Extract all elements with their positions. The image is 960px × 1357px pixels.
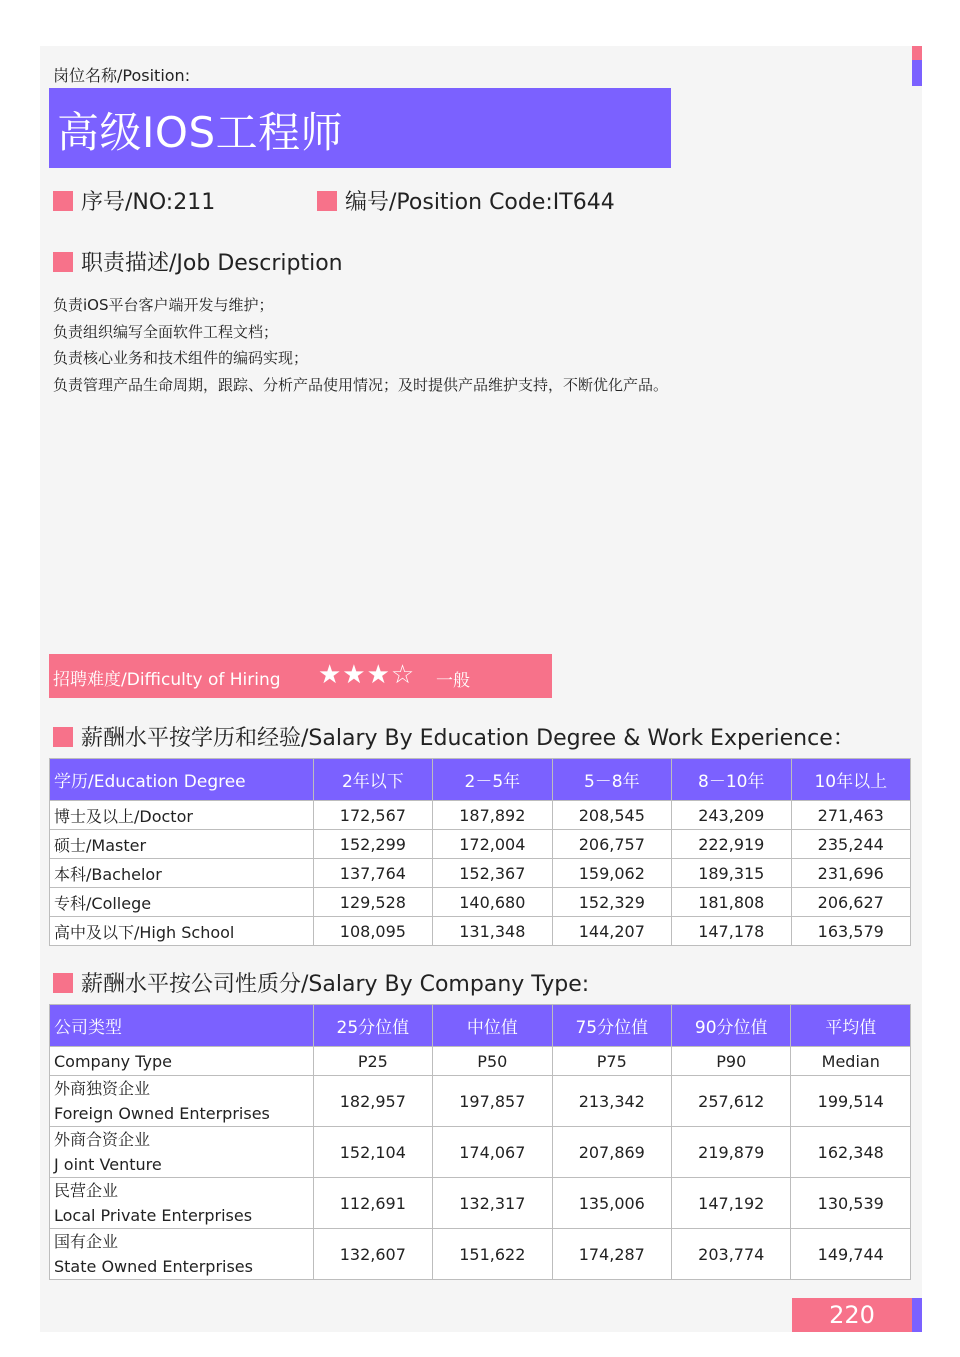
salary-education-heading xyxy=(53,721,855,752)
table-cell: 152,329 xyxy=(552,888,671,917)
job-description-heading xyxy=(53,246,343,277)
table-cell: 152,104 xyxy=(313,1127,432,1178)
table-cell: 207,869 xyxy=(552,1127,671,1178)
position-code-text: 编号/Position Code:IT644 xyxy=(345,190,615,215)
table-cell: 206,757 xyxy=(552,830,671,859)
position-code xyxy=(317,185,615,216)
table-cell: 231,696 xyxy=(791,859,910,888)
column-header: 5－8年 xyxy=(552,759,671,801)
company-type-en: Local Private Enterprises xyxy=(54,1206,253,1225)
table-header-row xyxy=(50,759,911,801)
company-type-cn: 国有企业 xyxy=(54,1232,119,1251)
salary-company-table xyxy=(49,1004,911,1280)
table-cell: 129,528 xyxy=(313,888,432,917)
company-type-en: Foreign Owned Enterprises xyxy=(54,1104,270,1123)
table-row xyxy=(50,1178,911,1229)
table-cell: 197,857 xyxy=(433,1076,552,1127)
corner-accent-purple xyxy=(912,60,922,86)
table-cell: 137,764 xyxy=(313,859,432,888)
column-header: 2－5年 xyxy=(433,759,552,801)
table-cell: 189,315 xyxy=(672,859,791,888)
column-header: 8－10年 xyxy=(672,759,791,801)
serial-number-text: 序号/NO:211 xyxy=(81,190,216,215)
corner-accent-pink xyxy=(912,46,922,60)
table-cell: 112,691 xyxy=(313,1178,432,1229)
company-type-cell xyxy=(50,1127,314,1178)
table-cell: 博士及以上/Doctor xyxy=(50,801,314,830)
table-cell: 132,607 xyxy=(313,1229,432,1280)
table-cell: 130,539 xyxy=(791,1178,911,1229)
table-cell: Company Type xyxy=(50,1047,314,1076)
column-header: 平均值 xyxy=(791,1005,911,1047)
table-row xyxy=(50,888,911,917)
company-type-cell xyxy=(50,1229,314,1280)
table-cell: 213,342 xyxy=(552,1076,671,1127)
table-cell: 152,299 xyxy=(313,830,432,859)
table-row xyxy=(50,1229,911,1280)
company-type-cn: 民营企业 xyxy=(54,1181,119,1200)
company-type-cn: 外商合资企业 xyxy=(54,1130,151,1149)
serial-number xyxy=(53,185,215,216)
table-cell: 144,207 xyxy=(552,917,671,946)
column-header: 10年以上 xyxy=(791,759,910,801)
table-cell: 硕士/Master xyxy=(50,830,314,859)
table-row xyxy=(50,1127,911,1178)
table-cell: 187,892 xyxy=(433,801,552,830)
job-description-list xyxy=(53,292,668,398)
table-cell: 174,067 xyxy=(433,1127,552,1178)
table-cell: P75 xyxy=(552,1047,671,1076)
difficulty-label: 招聘难度/Difficulty of Hiring xyxy=(53,670,281,690)
difficulty-stars-icon: ★★★☆ xyxy=(318,660,416,690)
table-cell: P90 xyxy=(672,1047,791,1076)
table-cell: 108,095 xyxy=(313,917,432,946)
table-row xyxy=(50,830,911,859)
bullet-square-icon xyxy=(53,191,73,211)
salary-company-heading-text: 薪酬水平按公司性质分/Salary By Company Type: xyxy=(81,972,590,997)
bullet-square-icon xyxy=(53,252,73,272)
table-cell: 高中及以下/High School xyxy=(50,917,314,946)
page-number: 220 xyxy=(829,1301,875,1329)
table-cell: 181,808 xyxy=(672,888,791,917)
table-cell: 162,348 xyxy=(791,1127,911,1178)
job-description-heading-text: 职责描述/Job Description xyxy=(81,251,343,276)
table-cell: 203,774 xyxy=(672,1229,791,1280)
table-cell: 151,622 xyxy=(433,1229,552,1280)
table-row xyxy=(50,859,911,888)
company-type-cell xyxy=(50,1076,314,1127)
table-row xyxy=(50,801,911,830)
job-description-item: 负责组织编写全面软件工程文档； xyxy=(53,322,279,341)
table-row xyxy=(50,1076,911,1127)
table-cell: 149,744 xyxy=(791,1229,911,1280)
table-cell: 172,567 xyxy=(313,801,432,830)
table-cell: 257,612 xyxy=(672,1076,791,1127)
table-cell: 131,348 xyxy=(433,917,552,946)
column-header: 25分位值 xyxy=(313,1005,432,1047)
table-cell: 163,579 xyxy=(791,917,910,946)
difficulty-level: 一般 xyxy=(436,671,470,691)
table-cell: 147,192 xyxy=(672,1178,791,1229)
table-cell: 208,545 xyxy=(552,801,671,830)
table-cell: 159,062 xyxy=(552,859,671,888)
column-header: 公司类型 xyxy=(50,1005,314,1047)
table-cell: 135,006 xyxy=(552,1178,671,1229)
table-cell: 专科/College xyxy=(50,888,314,917)
table-subheader-row xyxy=(50,1047,911,1076)
table-cell: 172,004 xyxy=(433,830,552,859)
column-header: 2年以下 xyxy=(313,759,432,801)
column-header: 90分位值 xyxy=(672,1005,791,1047)
table-cell: 本科/Bachelor xyxy=(50,859,314,888)
table-cell: 235,244 xyxy=(791,830,910,859)
page-title: 高级IOS工程师 xyxy=(57,108,344,157)
column-header: 学历/Education Degree xyxy=(50,759,314,801)
table-cell: 140,680 xyxy=(433,888,552,917)
table-cell: 222,919 xyxy=(672,830,791,859)
table-cell: 243,209 xyxy=(672,801,791,830)
job-description-item: 负责核心业务和技术组件的编码实现； xyxy=(53,349,309,367)
bullet-square-icon xyxy=(53,727,73,747)
table-cell: 147,178 xyxy=(672,917,791,946)
table-cell: 182,957 xyxy=(313,1076,432,1127)
table-header-row xyxy=(50,1005,911,1047)
company-type-cell xyxy=(50,1178,314,1229)
table-cell: P25 xyxy=(313,1047,432,1076)
table-row xyxy=(50,917,911,946)
page-corner-accent xyxy=(912,1298,922,1332)
job-description-item: 负责管理产品生命周期，跟踪、分析产品使用情况；及时提供产品维护支持，不断优化产品。 xyxy=(53,375,669,394)
table-cell: 206,627 xyxy=(791,888,910,917)
table-cell: 152,367 xyxy=(433,859,552,888)
company-type-en: J oint Venture xyxy=(54,1155,162,1174)
position-label: 岗位名称/Position: xyxy=(53,66,191,85)
job-description-item: 负责iOS平台客户端开发与维护； xyxy=(53,296,274,314)
table-cell: 271,463 xyxy=(791,801,910,830)
salary-education-heading-text: 薪酬水平按学历和经验/Salary By Education Degree & Work Experience： xyxy=(81,726,855,751)
salary-education-table xyxy=(49,758,911,946)
company-type-en: State Owned Enterprises xyxy=(54,1257,253,1276)
bullet-square-icon xyxy=(53,973,73,993)
table-cell: 219,879 xyxy=(672,1127,791,1178)
salary-company-heading xyxy=(53,967,589,998)
column-header: 75分位值 xyxy=(552,1005,671,1047)
table-cell: 174,287 xyxy=(552,1229,671,1280)
column-header: 中位值 xyxy=(433,1005,552,1047)
table-cell: Median xyxy=(791,1047,911,1076)
table-cell: 132,317 xyxy=(433,1178,552,1229)
table-cell: 199,514 xyxy=(791,1076,911,1127)
company-type-cn: 外商独资企业 xyxy=(54,1079,151,1098)
bullet-square-icon xyxy=(317,191,337,211)
table-cell: P50 xyxy=(433,1047,552,1076)
